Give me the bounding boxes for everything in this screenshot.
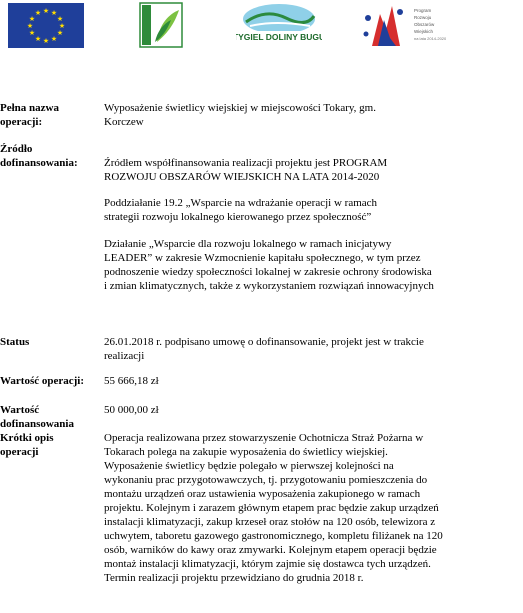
svg-text:★: ★ [56,15,64,23]
source-paragraph-1: Źródłem współfinansowania realizacji projektu jest PROGRAM ROZWOJU OBSZARÓW WIEJSKICH NA LATA 2014-2020 [104,157,388,183]
operation-value-label: Wartość operacji: [0,375,84,387]
svg-text:★: ★ [42,7,50,15]
svg-text:Obszarów: Obszarów [414,22,435,27]
operation-value-amount: 55 666,18 zł [104,375,159,387]
description-label: Krótki opis operacji [0,432,54,458]
full-name-value: Wyposażenie świetlicy wiejskiej w miejscowości Tokary, gm. Korczew [104,102,376,128]
funding-amount: 50 000,00 zł [104,404,159,416]
svg-text:★: ★ [50,9,58,17]
status-label: Status [0,336,30,348]
source-paragraph-2: Poddziałanie 19.2 „Wsparcie na wdrażanie operacji w ramach strategii rozwoju lokalnego kierowanego przez społeczność” [104,197,378,223]
svg-text:★: ★ [28,15,36,23]
source-paragraph-3: Działanie „Wsparcie dla rozwoju lokalnego w ramach inicjatywy LEADER” w zakresie Wzmocnienie kapitału społecznego, w tym przez podnoszenie wiedzy społeczności lokalnej w zakresie ochrony środowiska i zmian klimatycznych, także z wykorzystaniem rozwiązań innowacyjnych [104,238,434,292]
full-name-label: Pełna nazwa operacji: [0,102,59,128]
svg-text:Rozwoju: Rozwoju [414,15,432,20]
svg-text:Program: Program [414,8,432,13]
description-value: Operacja realizowana przez stowarzyszenie Ochotnicza Straż Pożarna w Tokarach polega na zakupie wyposażenia do świetlicy wiejskiej. Wyposażenie świetlicy będzie polegało w pierwszej kolejności na wykonaniu prac przygotowawczych, tj. przygotowaniu pomieszczenia do montażu urządzeń oraz ustawienia wyposażenia zakupionego w ramach projektu. Kolejnym i zarazem głównym etapem prac będzie zakup urządzeń instalacji klimatyzacji, zakup krzeseł oraz stołów na 120 osób, telewizora z uchwytem, taboretu gazowego gastronomicznego, kompletu filiżanek na 120 osób, warników do kawy oraz zmywarki. Kolejnym etapem operacji będzie montaż instalacji klimatyzacji, którym zajmie się dostawca tych urządzeń. Termin realizacji projektu przewidziano do grudnia 2018 r. [104,432,443,584]
source-label: Źródło dofinansowania: [0,143,78,169]
tygiel-doliny-bugu-logo [236,0,322,48]
leader-logo [139,2,183,48]
funding-label: Wartość dofinansowania [0,404,74,430]
eu-flag-logo [8,3,84,48]
svg-text:★: ★ [34,9,42,17]
source-value [104,156,434,293]
svg-text:★: ★ [56,29,64,37]
svg-text:na lata 2014-2020: na lata 2014-2020 [414,36,446,41]
svg-text:★: ★ [50,35,58,43]
tygiel-logo-text: TYGIEL DOLINY BUGU [236,32,322,42]
svg-text:Wiejskich: Wiejskich [414,29,434,34]
svg-text:★: ★ [34,35,42,43]
status-value: 26.01.2018 r. podpisano umowę o dofinansowanie, projekt jest w trakcie realizacji [104,336,424,362]
prow-crest-logo [358,0,446,52]
logo-bar [0,0,523,60]
svg-text:★: ★ [28,29,36,37]
svg-text:★: ★ [58,22,66,30]
svg-text:★: ★ [26,22,34,30]
svg-text:★: ★ [42,37,50,45]
